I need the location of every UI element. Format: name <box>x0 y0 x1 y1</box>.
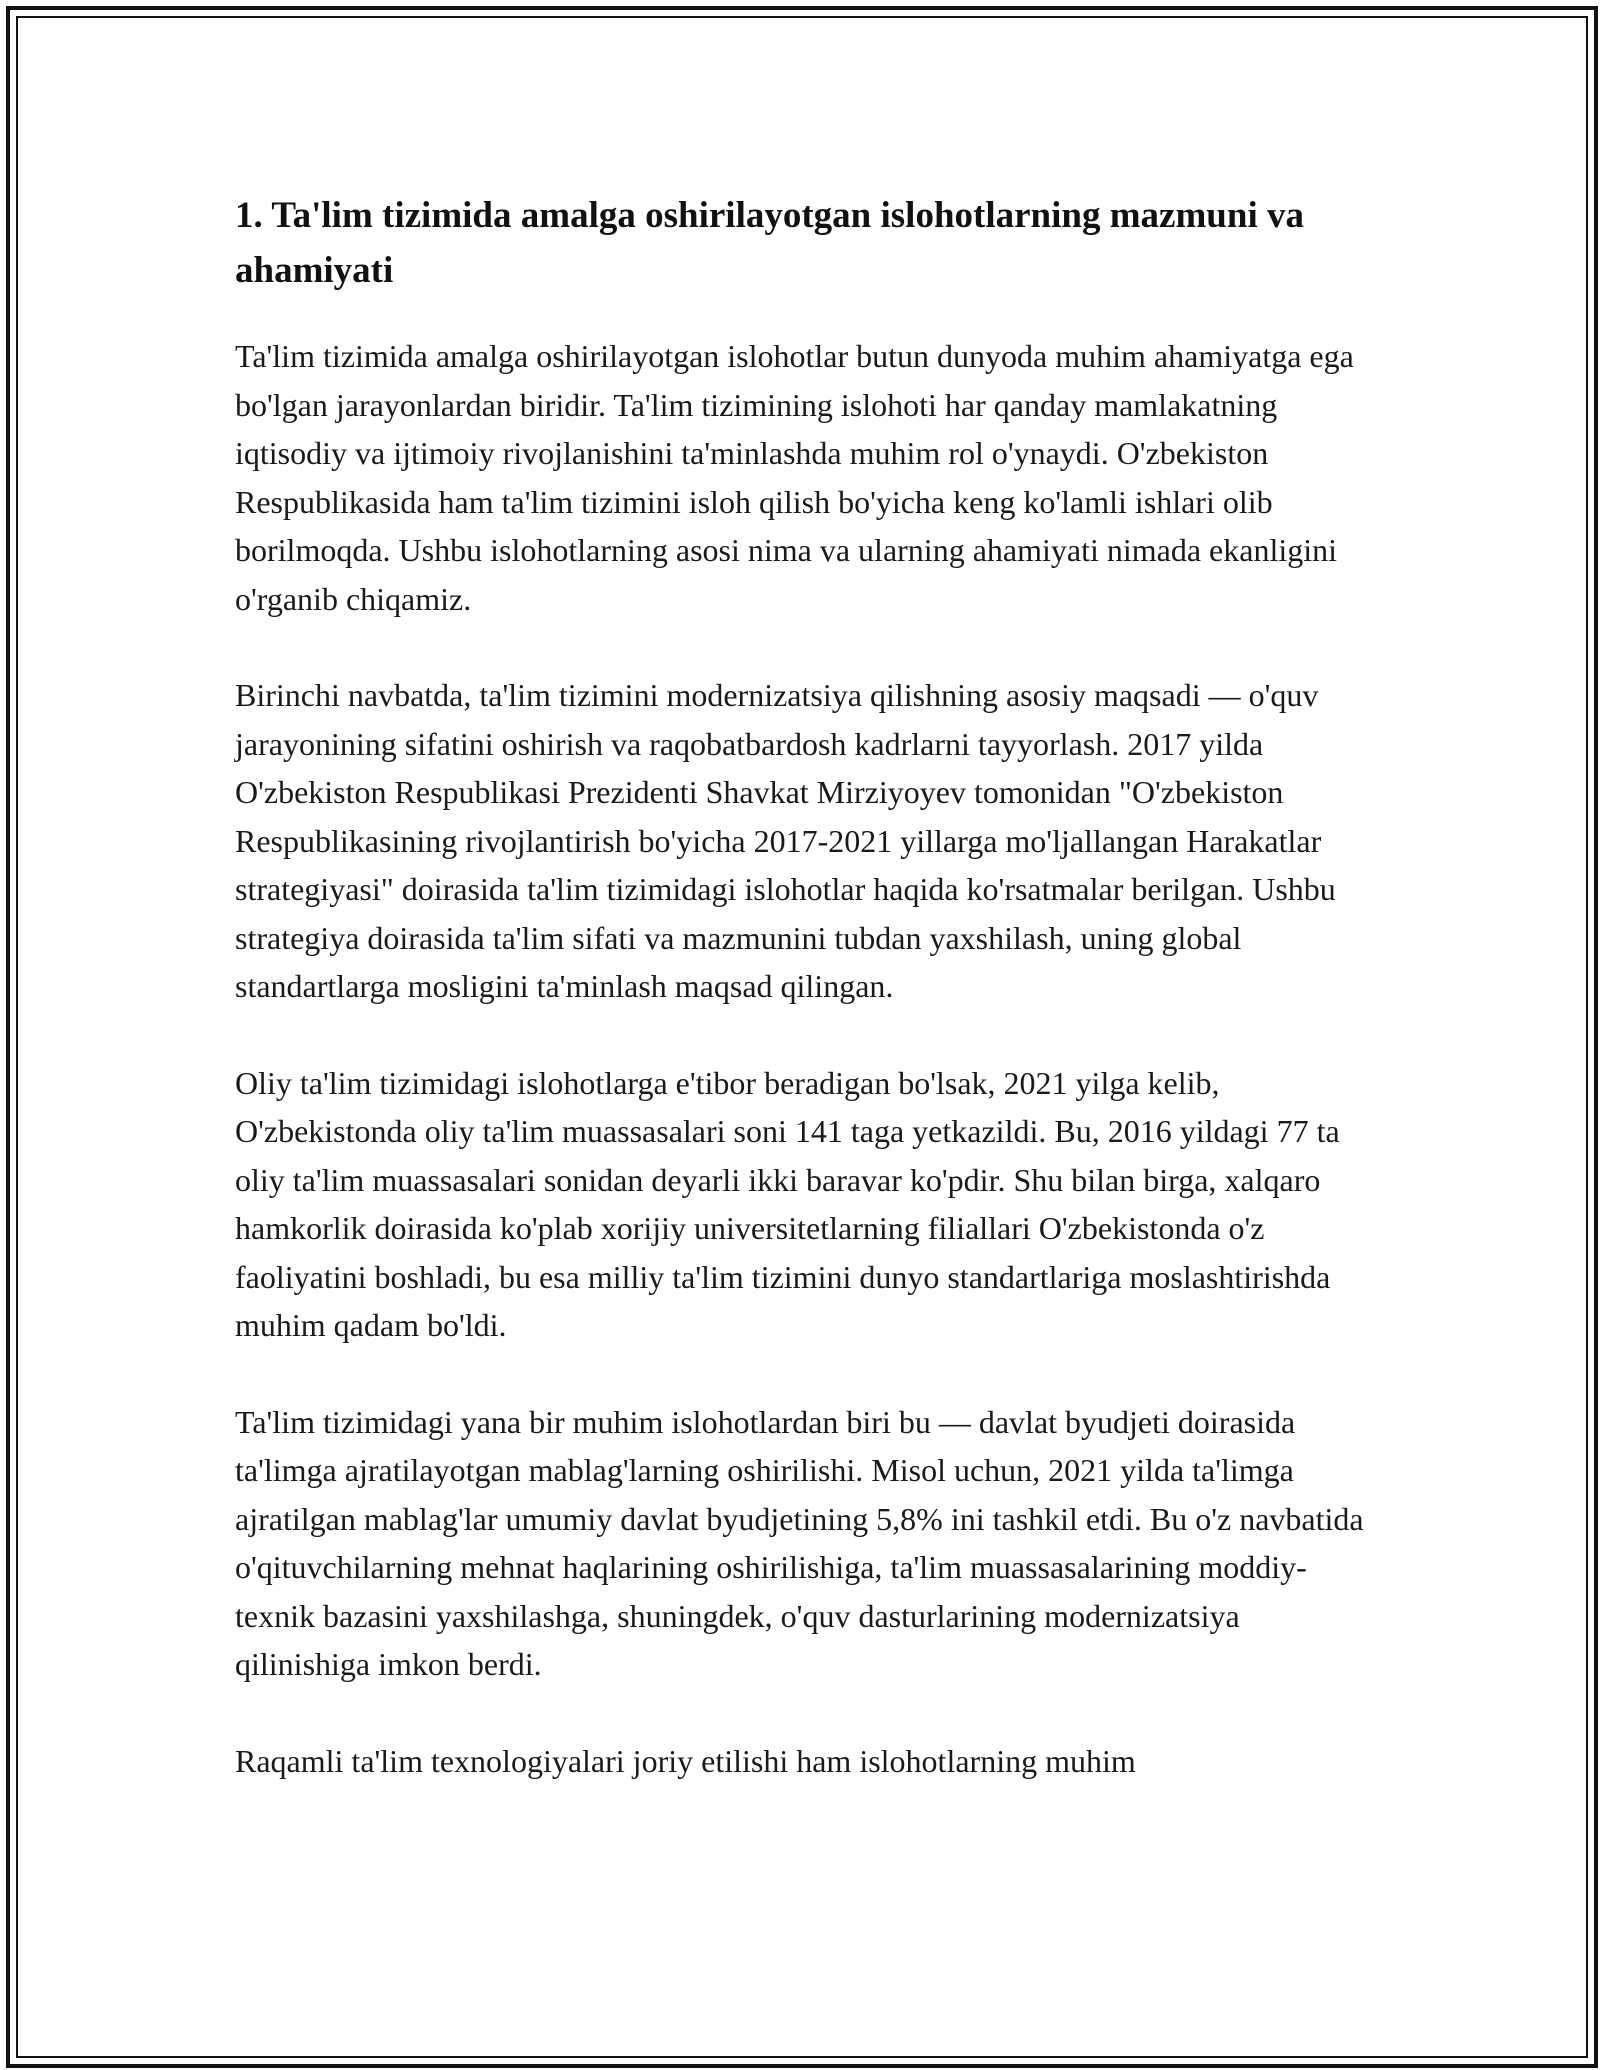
paragraph-4: Ta'lim tizimidagi yana bir muhim islohotlardan biri bu — davlat byudjeti doirasida ta'limga ajratilayotgan mablag'larning oshirilishi. Misol uchun, 2021 yilda ta'limga ajratilgan mablag'lar umumiy davlat byudjetining 5,8% ini tashkil etdi. Bu o'z navbatida o'qituvchilarning mehnat haqlarining oshirilishiga, ta'lim muassasalarining moddiy-texnik bazasini yaxshilashga, shuningdek, o'quv dasturlarining modernizatsiya qilinishiga imkon berdi. <box>235 1403 1364 1682</box>
paragraph-1: Ta'lim tizimida amalga oshirilayotgan islohotlar butun dunyoda muhim ahamiyatga ega bo'lgan jarayonlardan biridir. Ta'lim tizimining islohoti har qanday mamlakatning iqtisodiy va ijtimoiy rivojlanishini ta'minlashda muhim rol o'ynaydi. O'zbekiston Respublikasida ham ta'lim tizimini isloh qilish bo'yicha keng ko'lamli ishlari olib borilmoqda. Ushbu islohotlarning asosi nima va ularning ahamiyati nimada ekanligini o'rganib chiqamiz. <box>235 338 1354 617</box>
section-heading: 1. Ta'lim tizimida amalga oshirilayotgan islohotlarning mazmuni va ahamiyati <box>235 195 1304 291</box>
document-body <box>235 188 1375 1833</box>
paragraph-3: Oliy ta'lim tizimidagi islohotlarga e'tibor beradigan bo'lsak, 2021 yilga kelib, O'zbekistonda oliy ta'lim muassasalari soni 141 taga yetkazildi. Bu, 2016 yildagi 77 ta oliy ta'lim muassasalari sonidan deyarli ikki baravar ko'pdir. Shu bilan birga, xalqaro hamkorlik doirasida ko'plab xorijiy universitetlarning filiallari O'zbekistonda o'z faoliyatini boshladi, bu esa milliy ta'lim tizimini dunyo standartlariga moslashtirishda muhim qadam bo'ldi. <box>235 1064 1340 1343</box>
paragraph-2: Birinchi navbatda, ta'lim tizimini modernizatsiya qilishning asosiy maqsadi — o'quv jarayonining sifatini oshirish va raqobatbardosh kadrlarni tayyorlash. 2017 yilda O'zbekiston Respublikasi Prezidenti Shavkat Mirziyoyev tomonidan "O'zbekiston Respublikasining rivojlantirish bo'yicha 2017-2021 yillarga mo'ljallangan Harakatlar strategiyasi" doirasida ta'lim tizimidagi islohotlar haqida ko'rsatmalar berilgan. Ushbu strategiya doirasida ta'lim sifati va mazmunini tubdan yaxshilash, uning global standartlarga mosligini ta'minlash maqsad qilingan. <box>235 677 1336 1004</box>
paragraph-5: Raqamli ta'lim texnologiyalari joriy etilishi ham islohotlarning muhim <box>235 1742 1136 1779</box>
